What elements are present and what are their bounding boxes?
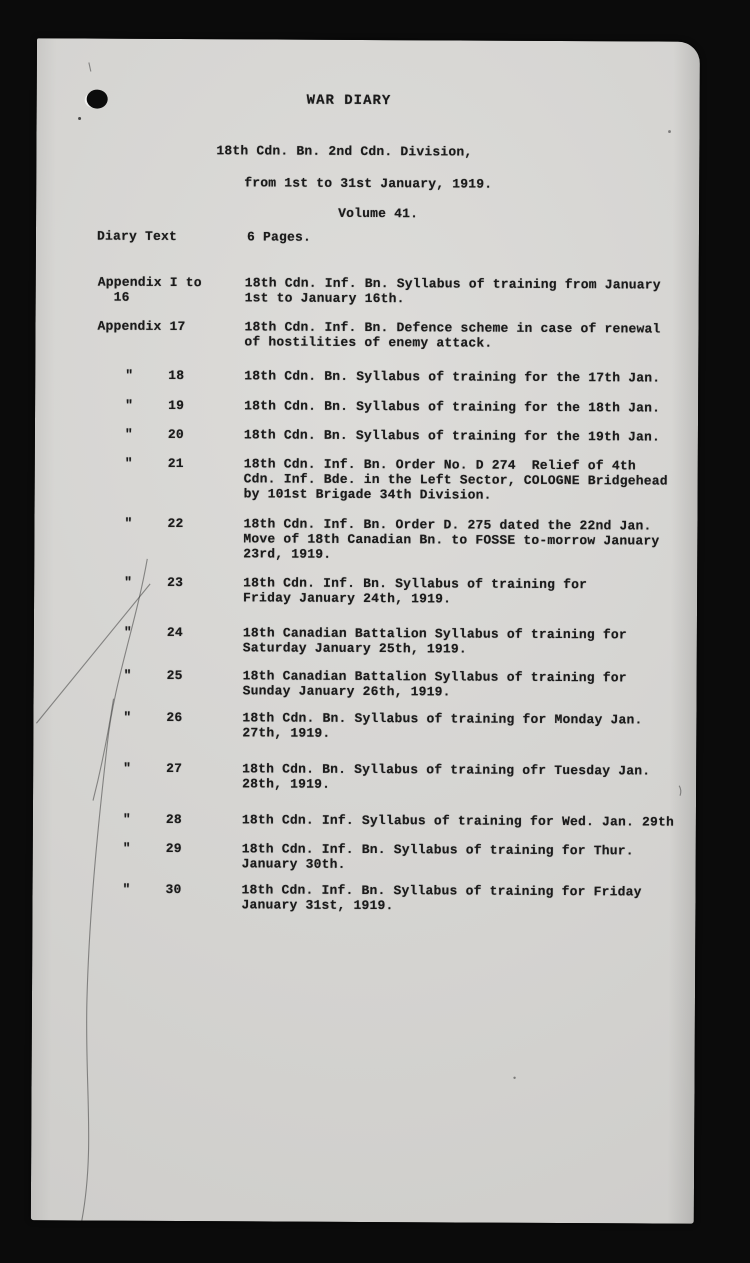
appendix-number: 30 <box>165 881 182 898</box>
index-row-appendix-21 <box>35 455 698 503</box>
index-row-appendix-23 <box>34 574 697 607</box>
ditto-mark: " <box>124 515 133 531</box>
appendix-number: 18 <box>168 367 185 384</box>
appendix-number: 19 <box>168 397 185 414</box>
punch-hole <box>87 90 108 109</box>
index-row-appendix-26 <box>33 709 696 741</box>
appendix-description: 18th Cdn. Bn. Syllabus of training for the 18th Jan. <box>244 398 661 416</box>
date-range-line: from 1st to 31st January, 1919. <box>244 175 493 192</box>
appendix-label: Appendix I to 16 <box>97 274 202 305</box>
appendix-description: 18th Canadian Battalion Syllabus of training for Saturday January 25th, 1919. <box>242 625 627 657</box>
appendix-description: 18th Cdn. Inf. Bn. Syllabus of training from January 1st to January 16th. <box>244 275 661 307</box>
appendix-number: 23 <box>167 574 184 591</box>
index-row-appendix-1-16 <box>36 274 699 307</box>
index-row-appendix-24 <box>34 624 697 657</box>
ditto-mark: " <box>123 760 132 776</box>
appendix-description: 18th Cdn. Inf. Syllabus of training for Wed. Jan. 29th <box>241 812 675 830</box>
ditto-mark: " <box>124 455 133 471</box>
appendix-description: 18th Cdn. Inf. Bn. Order D. 275 dated the 22nd Jan. Move of 18th Canadian Bn. to FOSSE to-morrow January 23rd, 1919. <box>243 516 660 562</box>
appendix-number: 24 <box>166 624 183 641</box>
index-row-appendix-17 <box>36 318 699 351</box>
appendix-number: 27 <box>166 760 183 777</box>
index-row-appendix-25 <box>34 667 697 700</box>
appendix-description: 18th Cdn. Inf. Bn. Syllabus of training for Friday January 31st, 1919. <box>241 882 642 914</box>
appendix-description: 18th Cdn. Bn. Syllabus of training for Monday Jan. 27th, 1919. <box>242 710 643 741</box>
appendix-description: 18th Cdn. Bn. Syllabus of training ofr Tuesday Jan. 28th, 1919. <box>242 761 651 792</box>
ditto-mark: " <box>122 840 131 856</box>
appendix-number: 25 <box>166 667 183 684</box>
volume-line: Volume 41. <box>338 205 419 222</box>
index-row-appendix-28 <box>33 811 696 830</box>
unit-line: 18th Cdn. Bn. 2nd Cdn. Division, <box>216 143 473 160</box>
index-row-appendix-30 <box>33 881 696 914</box>
appendix-number: 29 <box>165 840 182 857</box>
index-row-appendix-22 <box>35 515 698 562</box>
index-row-appendix-29 <box>33 840 696 872</box>
diary-text-label: Diary Text <box>96 228 178 244</box>
appendix-label: Appendix 17 <box>97 318 186 335</box>
index-row-appendix-20 <box>35 426 698 445</box>
ditto-mark: " <box>123 624 132 640</box>
appendix-description: 18th Cdn. Bn. Syllabus of training for the 17th Jan. <box>244 368 661 386</box>
ditto-mark: " <box>125 397 134 413</box>
appendix-number: 26 <box>166 709 183 726</box>
appendix-description: 18th Canadian Battalion Syllabus of training for Sunday January 26th, 1919. <box>242 668 627 700</box>
ditto-mark: " <box>122 881 131 897</box>
appendix-number: 22 <box>167 515 184 532</box>
appendix-description: 18th Cdn. Inf. Bn. Order No. D 274 Relief of 4th Cdn. Inf. Bde. in the Left Sector, COLOGNE Bridgehead by 101st Brigade 34th Division. <box>243 456 668 503</box>
appendix-description: 18th Cdn. Inf. Bn. Defence scheme in case of renewal of hostilities of enemy attack. <box>244 319 661 351</box>
index-row-appendix-19 <box>35 397 698 416</box>
document-title: WAR DIARY <box>306 92 392 110</box>
diary-text-value: 6 Pages. <box>246 229 312 245</box>
appendix-number: 21 <box>167 455 184 472</box>
index-row-appendix-18 <box>35 367 698 386</box>
ditto-mark: " <box>124 426 133 442</box>
appendix-number: 20 <box>167 426 184 443</box>
ditto-mark: " <box>123 709 132 725</box>
appendix-description: 18th Cdn. Inf. Bn. Syllabus of training for Thur. January 30th. <box>241 841 634 872</box>
document-page <box>31 38 700 1223</box>
appendix-description: 18th Cdn. Inf. Bn. Syllabus of training for Friday January 24th, 1919. <box>243 575 588 607</box>
appendix-number: 28 <box>165 811 182 828</box>
ditto-mark: " <box>123 667 132 683</box>
appendix-description: 18th Cdn. Bn. Syllabus of training for the 19th Jan. <box>243 427 661 445</box>
ditto-mark: " <box>122 811 131 827</box>
index-row-appendix-27 <box>33 760 696 792</box>
ditto-mark: " <box>125 367 134 383</box>
ditto-mark: " <box>124 574 133 590</box>
